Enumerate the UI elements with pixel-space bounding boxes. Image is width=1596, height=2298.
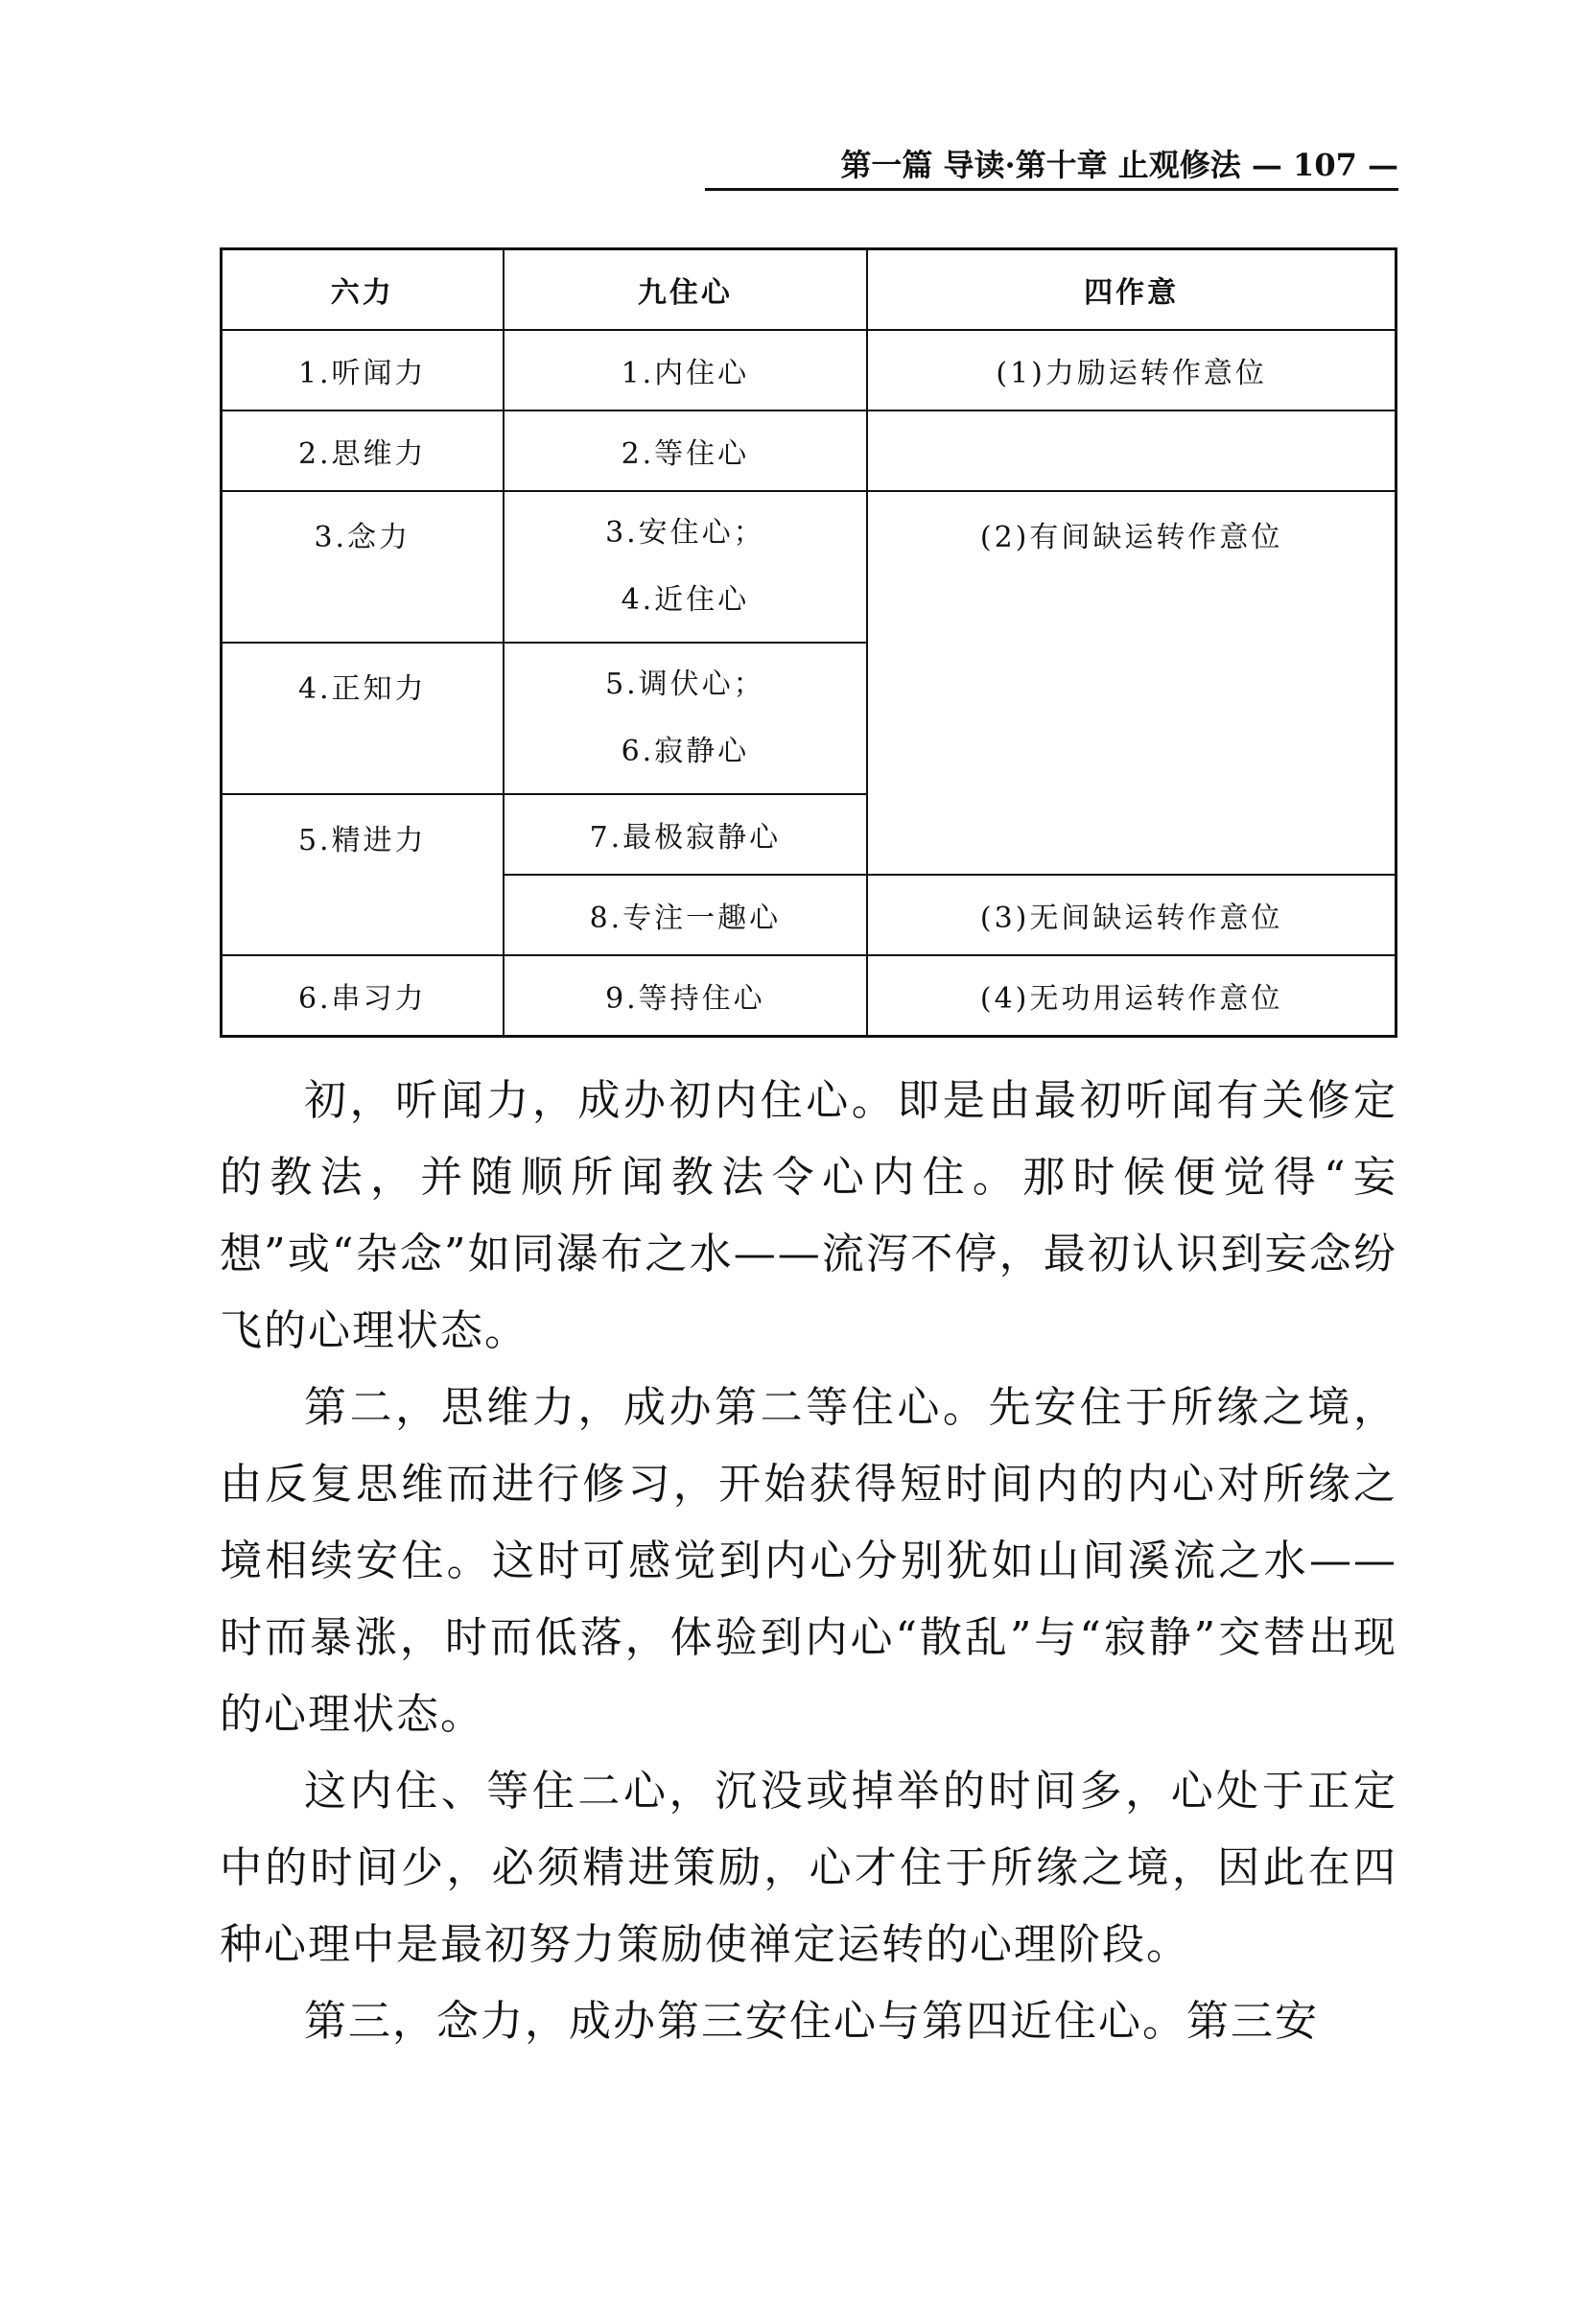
empty-cell [867,410,1396,491]
paragraph: 初，听闻力，成办初内住心。即是由最初听闻有关修定的教法，并随顺所闻教法令心内住。那时候便觉得“妄想”或“杂念”如同瀑布之水——流泻不停，最初认识到妄念纷飞的心理状态。 [220,1076,1397,1355]
mind-line: 6.寂静心 [621,735,750,768]
table-row [222,410,1396,491]
power-cell: 3.念力 [222,491,504,643]
mind-cell: 2.等住心 [504,410,868,491]
paragraph: 第二，思维力，成办第二等住心。先安住于所缘之境，由反复思维而进行修习，开始获得短时间内的内心对所缘之境相续安住。这时可感觉到内心分别犹如山间溪流之水——时而暴涨，时而低落，体验到内心“散乱”与“寂静”交替出现的心理状态。 [220,1383,1397,1739]
attention-cell: (1)力励运转作意位 [867,330,1396,410]
running-header: 第一篇 导读·第十章 止观修法 — 107 — [840,147,1398,183]
mind-cell-pair [504,491,868,643]
body-text [220,1063,1397,2060]
power-cell: 1.听闻力 [222,330,504,410]
mind-line: 3.安住心； [605,516,765,550]
attention-cell: (4)无功用运转作意位 [867,955,1396,1037]
header-four-attentions: 四作意 [867,249,1396,331]
attention-cell: (2)有间缺运转作意位 [867,491,1396,875]
mind-line: 4.近住心 [621,583,750,617]
header-six-powers: 六力 [222,249,504,331]
header-rule [705,188,1398,191]
mind-cell: 9.等持住心 [504,955,868,1037]
mind-line: 5.调伏心； [605,668,765,701]
header-nine-minds: 九住心 [504,249,868,331]
mind-cell: 1.内住心 [504,330,868,410]
power-cell: 6.串习力 [222,955,504,1037]
mind-cell: 7.最极寂静心 [504,794,868,875]
mind-cell: 8.专注一趣心 [504,875,868,955]
power-cell: 5.精进力 [222,794,504,955]
power-cell: 2.思维力 [222,410,504,491]
paragraph: 第三，念力，成办第三安住心与第四近住心。第三安 [304,1997,1319,2046]
table-row [222,491,1396,643]
paragraph: 这内住、等住二心，沉没或掉举的时间多，心处于正定中的时间少，必须精进策励，心才住于所缘之境，因此在四种心理中是最初努力策励使禅定运转的心理阶段。 [220,1767,1397,1969]
mind-cell-pair [504,643,868,794]
table-row [222,330,1396,410]
table-row [222,955,1396,1037]
power-cell: 4.正知力 [222,643,504,794]
six-powers-table [220,247,1397,1038]
table-header-row [222,249,1396,331]
attention-cell: (3)无间缺运转作意位 [867,875,1396,955]
